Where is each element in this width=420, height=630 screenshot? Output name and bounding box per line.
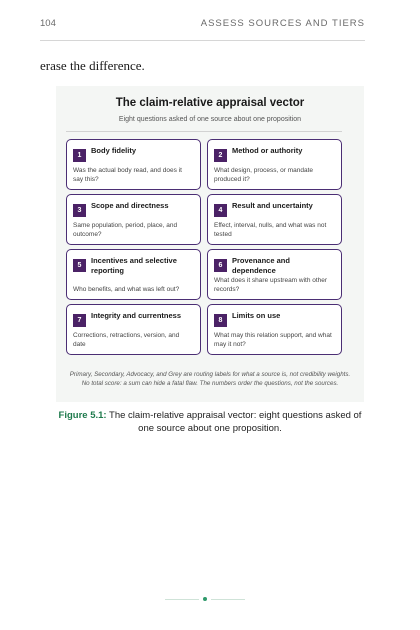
question-title: Body fidelity	[91, 146, 137, 155]
question-title: Incentives and selective reporting	[91, 256, 177, 275]
figure-caption-label: Figure 5.1:	[58, 410, 107, 421]
header-divider	[40, 40, 365, 41]
question-description: Effect, interval, nulls, and what was not tested	[214, 222, 327, 238]
question-card-7	[66, 304, 201, 355]
footer-ornament-line-right	[211, 599, 245, 600]
question-description: Corrections, retractions, version, and date	[73, 332, 180, 348]
question-number-badge: 4	[214, 204, 227, 217]
figure-note-line-1: Primary, Secondary, Advocacy, and Grey are routing labels for what a source is, not credibility weights.	[69, 371, 351, 378]
question-number-badge: 5	[73, 259, 86, 272]
question-description: Same population, period, place, and outcome?	[73, 222, 178, 238]
question-title: Limits on use	[232, 311, 281, 320]
question-card-4	[207, 194, 342, 245]
figure-panel	[56, 86, 364, 402]
figure-note	[64, 370, 356, 388]
question-number-badge: 8	[214, 314, 227, 327]
figure-title: The claim-relative appraisal vector	[115, 97, 305, 109]
question-card-3	[66, 194, 201, 245]
question-title: Scope and directness	[91, 201, 169, 210]
question-number-badge: 7	[73, 314, 86, 327]
question-description: Who benefits, and what was left out?	[73, 286, 180, 293]
figure-divider	[66, 131, 342, 132]
figure-subtitle: Eight questions asked of one source about one proposition	[118, 116, 302, 123]
question-card-1	[66, 139, 201, 190]
footer-ornament-line-left	[165, 599, 199, 600]
question-card-8	[207, 304, 342, 355]
question-title: Integrity and currentness	[91, 311, 182, 320]
figure-caption	[56, 409, 364, 435]
question-title: Provenance and dependence	[232, 256, 290, 275]
figure-note-line-2: No total score: a sum can hide a fatal flaw. The numbers order the questions, not the sources.	[81, 380, 339, 387]
running-title: ASSESS SOURCES AND TIERS	[200, 18, 365, 29]
question-description: Was the actual body read, and does it say this?	[73, 167, 182, 183]
question-number-badge: 2	[214, 149, 227, 162]
figure-caption-text: The claim-relative appraisal vector: eight questions asked of one source about one proposition.	[109, 410, 362, 434]
footer-ornament	[165, 597, 245, 601]
footer-ornament-dot	[203, 597, 207, 601]
question-number-badge: 3	[73, 204, 86, 217]
page-number: 104	[40, 18, 56, 29]
question-title: Result and uncertainty	[232, 201, 313, 210]
question-number-badge: 1	[73, 149, 86, 162]
question-card-2	[207, 139, 342, 190]
question-number-badge: 6	[214, 259, 227, 272]
question-title: Method or authority	[232, 146, 303, 155]
question-description: What may this relation support, and what may it not?	[214, 332, 332, 348]
question-card-6	[207, 249, 342, 300]
question-description: What design, process, or mandate produced it?	[214, 167, 313, 183]
body-paragraph: erase the difference.	[40, 58, 145, 73]
question-card-5	[66, 249, 201, 300]
question-description: What does it share upstream with other records?	[214, 277, 328, 293]
running-header	[40, 18, 365, 29]
